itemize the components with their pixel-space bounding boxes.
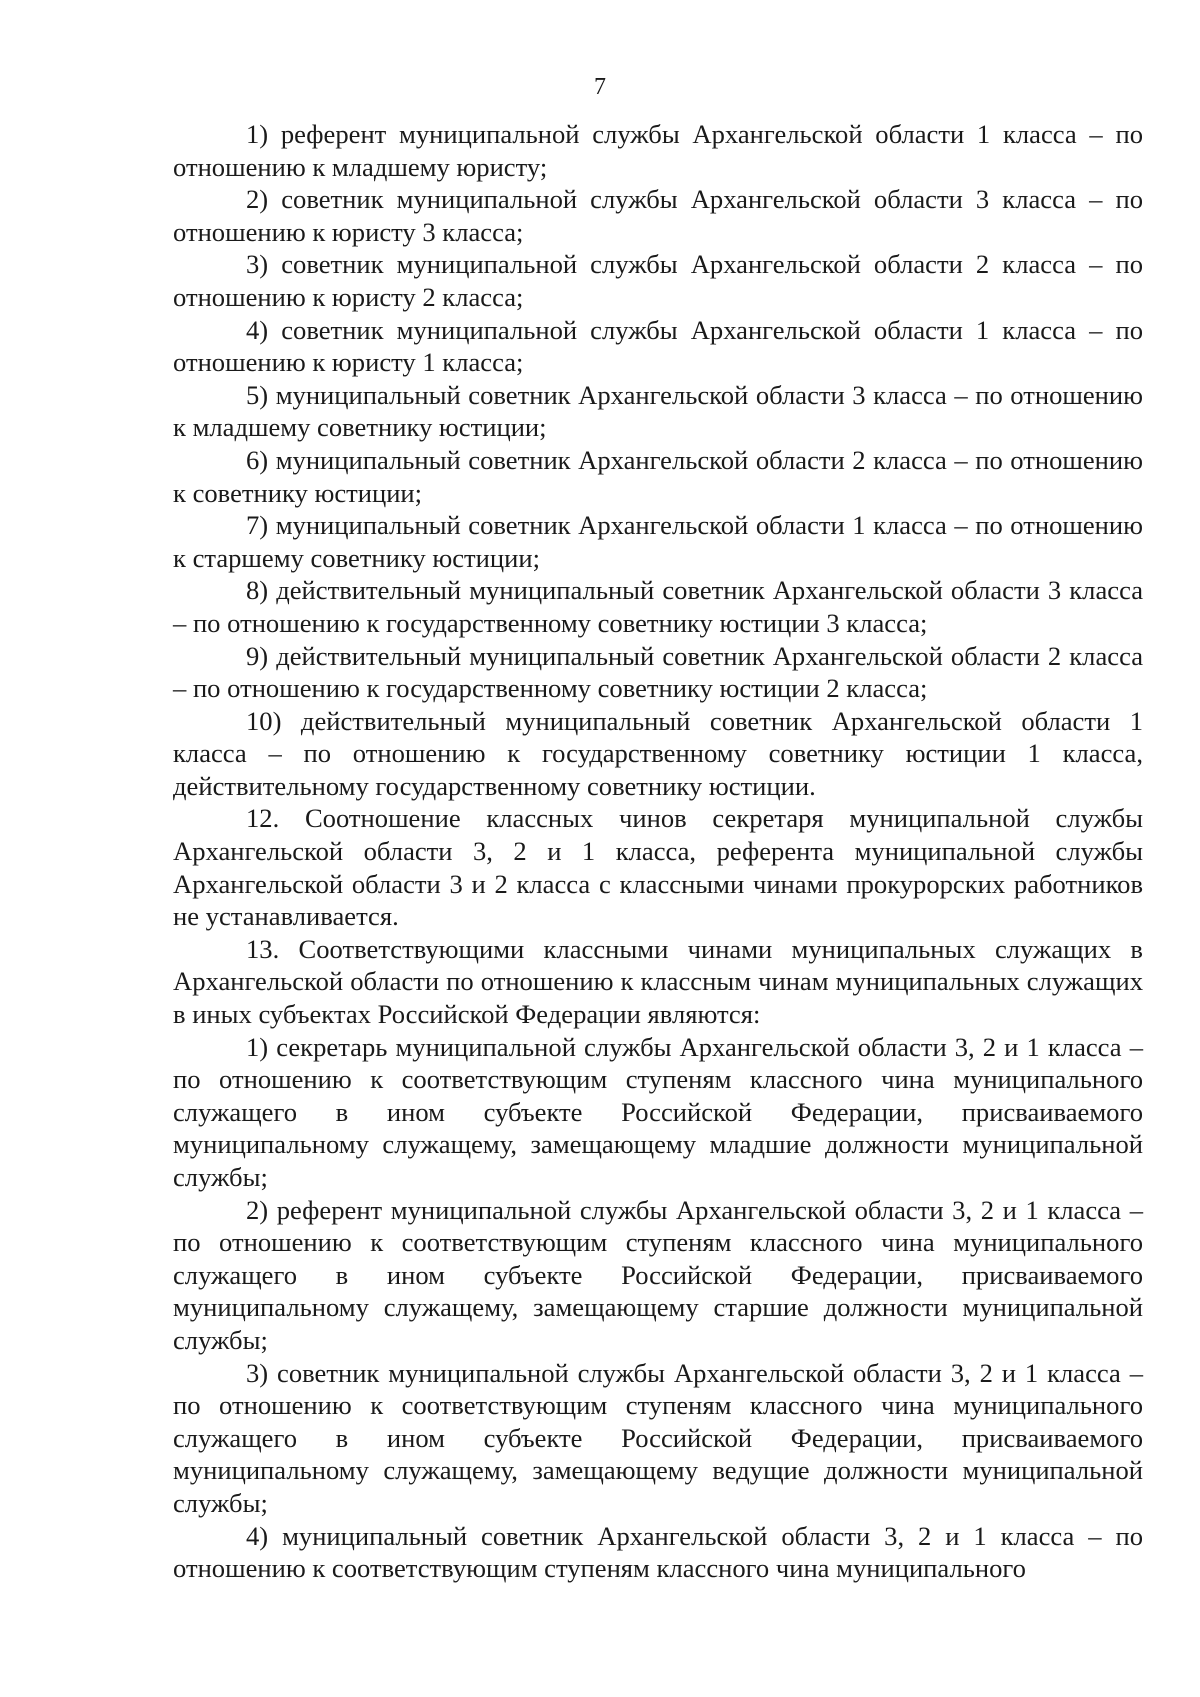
document-body <box>173 118 1143 1585</box>
clause-13: 13. Соответствующими классными чинами муниципальных служащих в Архангельской области по отношению к классным чинам муниципальных служащих в иных субъектах Российской Федерации являются: <box>173 933 1143 1030</box>
list-item-actual-advisor-3: 8) действительный муниципальный советник Архангельской области 3 класса – по отношению к государственному советнику юстиции 3 класса; <box>173 575 1143 638</box>
clause-12: 12. Соотношение классных чинов секретаря муниципальной службы Архангельской области 3, 2 и 1 класса, референта муниципальной службы Архангельской области 3 и 2 класса с классными чинами прокурорских работников не устанавливается. <box>173 803 1143 932</box>
list-item-actual-advisor-2: 9) действительный муниципальный советник Архангельской области 2 класса – по отношению к государственному советнику юстиции 2 класса; <box>173 640 1143 704</box>
list-item-advisor-2: 3) советник муниципальной службы Архангельской области 2 класса – по отношению к юристу 2 класса; <box>173 249 1143 312</box>
list-item-municipal-advisor-2: 6) муниципальный советник Архангельской области 2 класса – по отношению к советнику юстиции; <box>173 444 1143 508</box>
list-item-advisor-3: 2) советник муниципальной службы Архангельской области 3 класса – по отношению к юристу 3 класса; <box>173 184 1143 247</box>
list-item-actual-advisor-1: 10) действительный муниципальный советник Архангельской области 1 класса – по отношению к государственному советнику юстиции 1 класса, действительному государственному советнику юстиции. <box>173 705 1143 801</box>
list-item-municipal-advisor-3: 5) муниципальный советник Архангельской области 3 класса – по отношению к младшему советнику юстиции; <box>173 379 1143 443</box>
clause-13-item-3: 3) советник муниципальной службы Архангельской области 3, 2 и 1 класса – по отношению к соответствующим ступеням классного чина муниципального служащего в ином субъекте Российской Федерации, присваиваемого муниципальному служащему, замещающему ведущие должности муниципальной службы; <box>173 1357 1143 1518</box>
list-item-advisor-1: 4) советник муниципальной службы Архангельской области 1 класса – по отношению к юристу 1 класса; <box>173 314 1143 378</box>
clause-13-item-4: 4) муниципальный советник Архангельской области 3, 2 и 1 класса – по отношению к соответствующим ступеням классного чина муниципального <box>173 1520 1143 1584</box>
clause-13-item-2: 2) референт муниципальной службы Архангельской области 3, 2 и 1 класса – по отношению к соответствующим ступеням классного чина муниципального служащего в ином субъекте Российской Федерации, присваиваемого муниципальному служащему, замещающему старшие должности муниципальной службы; <box>173 1194 1143 1355</box>
list-item-municipal-advisor-1: 7) муниципальный советник Архангельской области 1 класса – по отношению к старшему советнику юстиции; <box>173 510 1143 573</box>
page-number: 7 <box>594 74 606 100</box>
clause-13-item-1: 1) секретарь муниципальной службы Архангельской области 3, 2 и 1 класса – по отношению к соответствующим ступеням классного чина муниципального служащего в ином субъекте Российской Федерации, присваиваемого муниципальному служащему, замещающему младшие должности муниципальной службы; <box>173 1031 1143 1192</box>
list-item-referent-1: 1) референт муниципальной службы Архангельской области 1 класса – по отношению к младшему юристу; <box>173 119 1143 182</box>
